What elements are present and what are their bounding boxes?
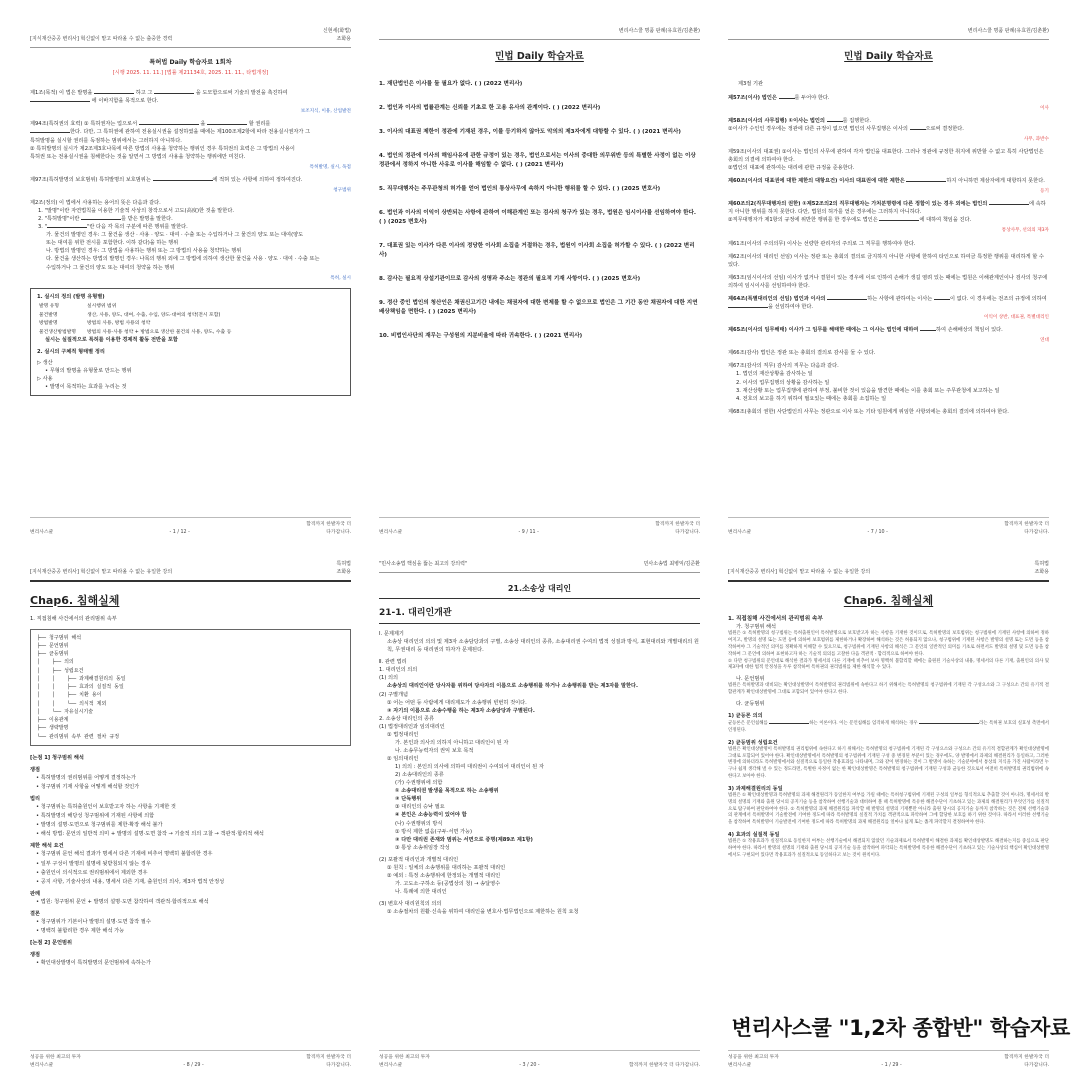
page-header: [지식재산중공 변리사] 혁신없이 맡고 따라올 수 없는 유일한 강의 특허법 조화용 [728, 561, 1049, 582]
page-footer: 성공을 위한 최고의 투자 변리사스쿨 - 1 / 29 - 합격까지 한발자국 더 다가갑니다. [728, 1050, 1049, 1069]
fill-blank[interactable] [139, 121, 199, 125]
page-title: 특허법 Daily 학습자료 1회차 [149, 58, 232, 66]
answer-hint: 이익이 상반, 대표권, 특별대리인 [984, 315, 1049, 321]
header-right: 신현세(화법) 조화용 [322, 28, 351, 42]
answer-hint: 통상사무, 선의의 제3자 [1001, 228, 1049, 234]
body-paragraph: 법원은 특허발명과 대비되는 확인대상발명이 특허발명의 권리범위에 속한다고 하기 위해서는 특허발명의 청구범위에 기재된 각 구성요소와 그 구성요소 간의 유기적 결합관계가 확인대상발명에 그대로 포함되어 있어야 한다고 한다. [728, 683, 1049, 696]
quiz-question: 8. 감사는 필요적 상설기관이므로 감사의 성명과 주소는 정관의 필요적 기재 사항이다. ( ) (2025 변호사) [379, 275, 641, 282]
summary-box: 1. 실시의 정의 (발명 유형별) 발명 유형 실시행위 범위 물건발명 생산, 사용, 양도, 대여, 수출, 수입, 양도·대여의 청약(전시 포함) 방법발명 방법의 사용, 방법 사용의 청약 물건생산방법발명 방법의 사용·사용 청약 + 방법으로 생산한 물건의 사용, 양도, 수출 등 실시는 실질적으로 특허를 이용한 경제적 활동 전반을 포함 2. 실시의 구체적 형태별 정리 ▷ 생산 • 무형의 발명을 유형물로 만드는 행위 ▷ 사용 • 발명이 목적하는 효과를 누리는 것 [30, 288, 351, 396]
article-94: 제94조(특허권의 효력) ① 특허권자는 업으로서 을 할 권리를 한다. 다만, 그 특허권에 관하여 전용실시권을 설정하였을 때에는 제100조제2항에 따라 전용실시권자가 그 특허발명을 실시할 권리를 독점하는 범위에서는 그러하지 아니하다. ② 특허발명의 실시가 제2조제3호나목에 따른 방법의 사용을 청약하는 행위인 경우 특허권의 효력은 그 방법의 사용이 특허권 또는 전용실시권을 침해한다는 것을 알면서 그 방법의 사용을 청약하는 행위에만 미친다. [30, 121, 311, 160]
page-header: "민사소송법 핵심을 뚫는 최고의 강의력" 민사소송법 최병익/김준환 [379, 561, 700, 573]
fill-blank[interactable] [769, 720, 809, 724]
page-footer: 성공을 위한 최고의 투자 변리사스쿨 - 3 / 20 - 합격까지 한발자국 더 다가갑니다. [379, 1050, 700, 1069]
quiz-question: 5. 직무대행자는 주무관청의 허가를 얻어 법인의 통상사무에 속하지 아니한 행위를 할 수 있다. ( ) (2025 변호사) [379, 186, 661, 193]
article-63: 제63조(임시이사의 선임) 이사가 없거나 결원이 있는 경우에 이로 인하여 손해가 생길 염려 있는 때에는 법원은 이해관계인이나 검사의 청구에 의하여 임시이사를 선임하여야 한다. [728, 274, 1048, 289]
page-header: 변리사스쿨 명품 판례(유효원/김춘환) [379, 28, 700, 40]
answer-hint: 사무, 과반수 [1023, 136, 1049, 142]
document-page-patent-infringement-outline: [지식재산중공 변리사] 혁신없이 맡고 따라올 수 없는 유일한 강의 특허법 조화용 Chap6. 침해실체 1. 직접침해 사건에서의 관리범위 속부 ├── 청구범위 해석 ├── 문언범위 ├── 균등범위 │ ├── 의의 │ ├── 성립요건 │ │ ├── 과제해결원리의 동일 │ │ ├── 효과의 실질적 동일 │ │ ├── 치환 용이 │ │ └── 의식적 제외 │ └── 자유실시기술 ├── 이용관계 ├── 생략발명 └── 관리범위 속부 관련 절차 규정 [논점 1] 청구범위 해석 쟁점 • 특허발명의 권리범위를 어떻게 결정하는가 • 청구범위 기재 사항을 어떻게 해석할 것인가 법리 • 청구범위는 특허출원인이 보호받고자 하는 사항을 기재한 것 • 특허발명의 해당성 청구범위에 기재된 사항에 의함 • 발명의 설명·도면으로 청구범위를 제한·확장 해석 불가 • 해석 방법: 문언의 일반적 의미 + 발명의 설명·도면 참작 → 기술적 의의 고찰 → 객관적·합리적 해석 제한 해석 요건 • 청구범위 문언 해석 결과가 명세서 다른 기재에 비추어 명백히 불합리한 경우 • 일부 구성이 발명의 설명에 뒷받침되지 않는 경우 • 출원인이 의식적으로 권리범위에서 제외한 경우 • 공지 사항, 기술사상의 내용, 명세서 다른 기재, 출원인의 의사, 제3자 법적 안정성 판례 • 법원: 청구범위 문언 + 발명의 설명·도면 참작하여 객관적·합리적으로 해석 결론 • 청구범위가 기본이나 발명의 설명·도면 참작 필수 • 명백히 불합리한 경우 제한 해석 가능 [논점 2] 문언범위 쟁점 • 확인대상발명이 특허발명의 문언범위에 속하는가 성공을 위한 최고의 투자 변리사스쿨 - 8 / 29 - 합격까지 한발자국 더 다가갑니다. [18, 555, 363, 1075]
answer-hint: 청구범위 [333, 187, 351, 193]
page-title: 민법 Daily 학습자료 [495, 50, 584, 62]
fill-blank[interactable] [827, 118, 843, 122]
issue-heading: [논점 2] 문언범위 [30, 940, 73, 947]
section-title: 21-1. 대리인개관 [379, 607, 700, 624]
fill-blank[interactable] [30, 98, 90, 102]
document-page-civil-articles [716, 22, 1061, 542]
page-title: 민법 Daily 학습자료 [844, 50, 933, 62]
document-page-patent-infringement-detail: [지식재산중공 변리사] 혁신없이 맡고 따라올 수 없는 유일한 강의 특허법 조화용 Chap6. 침해실체 1. 직접침해 사건에서의 관리범위 속부 가. 청구범위 해석 법원은 ① 특허발명의 청구범위는 특허출원인이 특허발명으로 보호받고자 하는 사항을 기재한 것이므로, 특허발명의 보호범위는 청구범위에 기재된 사항에 의하여 정하여지고, 발명의 설명 또는 도면 등에 의하여 보호범위를 제한하거나 확장하여 해석하는 것은 허용되지 않으나, 청구범위에 기재된 사항은 발명의 설명 또는 도면 등을 참작하여야 그 기술적인 의미를 정확하게 이해할 수 있으므로, 청구범위에 기재된 사항의 해석은 그 문언의 일반적인 의미를 기초로 하면서도 발명의 설명 및 도면 등을 참작하여 그 문언에 의하여 표현하고자 하는 기술적 의의를 고찰한 다음 객관적 · 합리적으로 하여야 한다. ② 다만 청구범위의 문언대로 해석한 결과가 명세서의 다른 기재에 비추어 보아 명백히 불합리할 때에는 출원된 기술사상의 내용, 명세서의 다른 기재, 출원인의 의사 및 제3자에 대한 법적 안정성을 두루 참작하여 특허권의 권리범위를 제한 해석할 수 있다. 나. 문언범위 법원은 특허발명과 대비되는 확인대상발명이 특허발명의 권리범위에 속한다고 하기 위해서는 특허발명의 청구범위에 기재된 각 구성요소와 그 구성요소 간의 유기적 결합관계가 확인대상발명에 그대로 포함되어 있어야 한다고 한다. 다. 균등범위 1) 균등론 의의 균등론은 문언침해를 하는 이론이다. 이는 문언침해를 엄격하게 해석하는 경우 라는 특허권 보호의 실효성 측면에서 인정된다. 2) 균등범위 성립요건 법원은 확인대상발명이 특허발명의 권리범위에 속한다고 하기 위해서는 특허발명의 청구범위에 기재된 각 구성요소와 구성요소 간의 유기적 결합관계가 확인대상발명에 그대로 포함되어 있어야 한다. 확인대상발명에서 특허발명의 청구범위에 기재된 구성 중 변경된 부분이 있는 경우에도, 양 발명에서 과제의 해결원리가 동일하고, 그러한 변경에 의하더라도 특허발명에서와 실질적으로 동일한 작용효과를 나타내며, 그와 같이 변경하는 것이 그 발명이 속하는 기술분야에서 통상의 지식을 가진 사람이라면 누구나 쉽게 생각해 낼 수 있는 정도라면, 특별한 사정이 없는 한 확인대상발명은 특허발명의 청구범위에 기재된 구성과 균등한 것으로서 여전히 특허발명의 권리범위에 속한다고 보아야 한다. 3) 과제해결원리의 동일 법원은 ① 확인대상발명과 특허발명의 과제 해결원리가 동일한지 여부를 가릴 때에는 특허청구범위에 기재된 구성의 일부를 형식적으로 추출할 것이 아니라, 명세서의 발명의 설명의 기재와 출원 당시의 공지기술 등을 참작하여 선행기술과 대비하여 볼 때 특허발명에 특유한 해결수단이 기초하고 있는 과제의 해결원리가 무엇인가를 실질적으로 탐구하여 판단하여야 한다. ② 특허발명의 과제 해결원리를 파악할 때 발명의 설명의 기재뿐만 아니라 출원 당시의 공지기술 등까지 참작하는 것은 전체 선행기술과의 관계에서 특허발명이 기술발전에 기여한 정도에 따라 특허발명의 실질적 가치를 객관적으로 파악하여 그에 합당한 보호를 하기 위한 것이다. 따라서 이러한 선행기술을 참작하여 특허발명이 기술발전에 기여한 정도에 따라 특허발명의 과제 해결원리를 얼마나 넓게 또는 좁게 파악할지 결정하여야 한다. 4) 효과의 실질적 동일 법원은 ① 작용효과가 실질적으로 동일한지 여부는 선행기술에서 해결되지 않았던 기술과제로서 특허발명이 해결한 과제를 확인대상발명도 해결하는지를 중심으로 판단하여야 한다. 따라서 발명의 설명의 기재와 출원 당시의 공지기술 등을 참작하여 파악되는 특허발명에 특유한 해결수단이 기초하고 있는 기술사상의 핵심이 확인대상발명에서도 구현되어 있다면 작용효과가 실질적으로 동일하다고 보는 것이 원칙이다. 성공을 위한 최고의 투자 변리사스쿨 - 1 / 29 - 합격까지 한발자국 더 다가갑니다. [716, 555, 1061, 1075]
article-60-2: 제60조의2(직무대행자의 권한) ①제52조의2의 직무대행자는 가처분명령에 다른 정함이 있는 경우 외에는 법인의 에 속하지 아니한 행위를 하지 못한다. 다만, 법원의 허가를 얻은 경우에는 그러하지 아니하다. ②직무대행자가 제1항의 규정에 위반한 행위를 한 경우에도 법인은 에 대하여 책임을 진다. [728, 201, 1046, 224]
fill-blank[interactable] [879, 217, 919, 221]
fill-blank[interactable] [81, 216, 121, 220]
article-61: 제61조(이사의 주의의무) 이사는 선량한 관리자의 주의로 그 직무를 행하여야 한다. [728, 240, 916, 247]
article-67: 제67조(감사의 직무) 감사의 직무는 다음과 같다. 1. 법인의 재산상황을 감사하는 일 2. 이사의 업무집행의 상황을 감사하는 일 3. 재산상황 또는 업무집행에 관하여 부정, 불비한 것이 있음을 발견한 때에는 이를 총회 또는 주무관청에 보고하는 일 4. 전호의 보고를 하기 위하여 필요있는 때에는 총회를 소집하는 일 [728, 363, 1000, 402]
page-number: - 7 / 10 - [867, 529, 888, 535]
fill-blank[interactable] [920, 327, 936, 331]
article-62: 제62조(이사의 대리인 선임) 이사는 정관 또는 총회의 결의로 금지하지 아니한 사항에 한하여 타인으로 하여금 특정한 행위를 대리하게 할 수 있다. [728, 253, 1044, 268]
promo-banner: 변리사스쿨 "1,2차 종합반" 학습자료 [731, 1016, 1070, 1040]
page-number: - 9 / 11 - [518, 529, 539, 535]
fill-blank[interactable] [153, 177, 213, 181]
body-paragraph: ② 다만 청구범위의 문언대로 해석한 결과가 명세서의 다른 기재에 비추어 보아 명백히 불합리할 때에는 출원된 기술사상의 내용, 명세서의 다른 기재, 출원인의 의사 및 제3자에 대한 법적 안정성을 두루 참작하여 특허권의 권리범위를 제한 해석할 수 있다. [728, 658, 1049, 671]
page-footer: 변리사스쿨 - 7 / 10 - 합격까지 한발자국 더 다가갑니다. [728, 517, 1049, 536]
page-footer: 변리사스쿨 - 1 / 12 - 합격까지 한발자국 더 다가갑니다. [30, 517, 351, 536]
body-text: Ⅰ. 문제제기 소송상 대리인의 의의 및 제3자 소송담당과의 구별, 소송상 대리인의 종류, 소송대리권 수여의 법적 성질과 방식, 표현대리와 개별대리의 원칙, 무권대리 등 대리권의 하자가 문제된다. Ⅱ. 관련 법리 1. 대리인의 의의 (1) 의의 소송상의 대리인이란 당사자를 위하여 당사자의 이름으로 소송행위를 하거나 소송행위를 받는 제3자를 말한다. (2) 구별개념 ① 어는 어떤 등 사람에게 대리제도가 소송행위 빈번히 것이다. ② 자기의 이름으로 소송수행을 하는 제3자 소송담당과 구별된다. 2. 소송상 대리인의 종류 (1) 법정대리인과 임의대리인 ① 법정대리인 가. 본인과 의사의 의하지 아니하고 대리인이 된 자 나. 소송무능력자의 권익 보호 목적 ② 임의대리인 1) 의의 : 본인의 의사에 의하여 대리권이 수여되어 대리인이 된 자 2) 소송대리인의 종류 (가) 수권행위에 의함 ① 소송대리권 발생을 목적으로 하는 소송행위 ② 단독행위 ③ 대리인의 승낙 필요 ④ 본인은 소송능력이 있어야 함 (나) 수권행위의 방식 ① 방식 제한 없음(구두·서면 가능) ② 다만 대리권 존재와 범위는 서면으로 증명(제89조 제1항) ③ 통상 소송위임장 작성 (2) 포괄적 대리인과 개별적 대리인 ① 원칙 : 일체의 소송행위를 대리하는 포괄적 대리인 ② 예외 : 특정 소송행위에 한정되는 개별적 대리인 가. 고도소·구하소 등(공법상의 청) → 송달영수 나. 특례에 의한 대리인 (3) 변호사 대리원칙의 의의 ① 소송절차의 원활·신속을 위하여 대리인을 변호사·법무법인으로 제한하는 원칙 요청 [379, 631, 699, 916]
document-page-patent-daily [18, 22, 363, 542]
fill-blank[interactable] [827, 296, 867, 300]
page-number: - 3 / 20 - [519, 1062, 540, 1068]
page-number: - 8 / 29 - [183, 1062, 204, 1068]
fill-blank[interactable] [154, 90, 194, 94]
chapter-title: Chap6. 침해실체 [30, 593, 120, 607]
answer-hint: 연대 [1040, 338, 1049, 344]
article-2: 제2조(정의) 이 법에서 사용하는 용어의 뜻은 다음과 같다. 1. "발명"이란 자연법칙을 이용한 기술적 사상의 창작으로서 고도(高度)한 것을 말한다. 2. "특허발명"이란 를 받은 발명을 말한다. 3. " "란 다음 각 목의 구분에 따른 행위를 말한다. 가. 물건의 발명인 경우: 그 물건을 생산 · 사용 · 양도 · 대여 · 수출 또는 수입하거나 그 물건의 양도 또는 대여(양도 또는 대여를 위한 전시를 포함한다. 이하 같다)을 하는 행위 나. 방법의 발명인 경우: 그 방법을 사용하는 행위 또는 그 방법의 사용을 청약하는 행위 다. 물건을 생산하는 방법의 발명인 경우: 나목의 행위 외에 그 방법에 의하여 생산한 물건을 사용 · 양도 · 대여 · 수출 또는 수입하거나 그 물건의 양도 또는 대여의 청약을 하는 행위 [30, 200, 320, 271]
header-left: [지식재산중공 변리사] 혁신없이 맡고 따라올 수 없는 출중한 경력 [30, 35, 173, 42]
article-59: 제59조(이사의 대표권) ①이사는 법인의 사무에 관하여 각자 법인을 대표한다. 그러나 정관에 규정한 취지에 위반할 수 없고 특히 사단법인은 총회의 의결에 의하여야 한다. ②법인의 대표에 관하여는 대리에 관한 규정을 준용한다. [728, 148, 1044, 172]
quiz-question: 9. 정산 중인 법인의 청산인은 채권신고기간 내에는 채권자에 대한 변제를 할 수 없으므로 법인은 그 기간 동안 채권자에 대한 지연배상책임을 면한다. ( ) (2025 변리사) [379, 299, 698, 315]
document-page-civil-quiz [367, 22, 712, 542]
page-number: - 1 / 12 - [169, 529, 190, 535]
body-paragraph: 법원은 ① 확인대상발명과 특허발명의 과제 해결원리가 동일한지 여부를 가릴 때에는 특허청구범위에 기재된 구성의 일부를 형식적으로 추출할 것이 아니라, 명세서의 발명의 설명의 기재와 출원 당시의 공지기술 등을 참작하여 선행기술과 대비하여 볼 때 특허발명에 특유한 해결수단이 기초하고 있는 과제의 해결원리가 무엇인가를 실질적으로 탐구하여 판단하여야 한다. ② 특허발명의 과제 해결원리를 파악할 때 발명의 설명의 기재뿐만 아니라 출원 당시의 공지기술 등까지 참작하는 것은 전체 선행기술과의 관계에서 특허발명이 기술발전에 기여한 정도에 따라 특허발명의 실질적 가치를 객관적으로 파악하여 그에 합당한 보호를 하기 위한 것이다. 따라서 이러한 선행기술을 참작하여 특허발명이 기술발전에 기여한 정도에 따라 특허발명의 과제 해결원리를 얼마나 넓게 또는 좁게 파악할지 결정하여야 한다. [728, 793, 1049, 826]
answer-hint: 특허발명, 실시, 독점 [309, 164, 351, 170]
page-footer: 성공을 위한 최고의 투자 변리사스쿨 - 8 / 29 - 합격까지 한발자국 더 다가갑니다. [30, 1050, 351, 1069]
fill-blank[interactable] [779, 95, 795, 99]
page-number: - 1 / 29 - [881, 1062, 902, 1068]
summary-table: 발명 유형 실시행위 범위 물건발명 생산, 사용, 양도, 대여, 수출, 수입, 양도·대여의 청약(전시 포함) 방법발명 방법의 사용, 방법 사용의 청약 물건생산방법발명 방법의 사용·사용 청약 + 방법으로 생산한 물건의 사용, 양도, 수출 등 [39, 304, 232, 335]
fill-blank[interactable] [728, 304, 768, 308]
issue-heading: [논점 1] 청구범위 해석 [30, 754, 84, 761]
page-header [30, 28, 351, 48]
article-97: 제97조(특허발명의 보호범위) 특허발명의 보호범위는 에 적혀 있는 사항에 의하여 정하여진다. [30, 176, 303, 183]
section-heading: 1. 직접침해 사건에서의 관리범위 속부 [728, 615, 823, 622]
page-header: 변리사스쿨 명품 판례(유효원/김춘환) [728, 28, 1049, 40]
article-58: 제58조(이사의 사무집행) ①이사는 법인의 를 집행한다. ②이사가 수인인 경우에는 정관에 다른 규정이 없으면 법인의 사무집행은 이사의 으로써 결정한다. [728, 117, 964, 132]
answer-hint: 보조지식, 이용, 산업발전 [300, 109, 351, 115]
quiz-question: 4. 법인의 정관에 이사의 해임사유에 관한 규정이 있는 경우, 법인으로서는 이사의 중대한 의무위반 등의 특별한 사정이 없는 이상 정관에서 정하지 아니한 사유로 이사를 해임할 수 없다. ( ) (2021 변리사) [379, 153, 696, 169]
section-heading: 제3절 기관 [738, 81, 763, 88]
page-header: [지식재산중공 변리사] 혁신없이 맡고 따라올 수 없는 유일한 강의 특허법 조화용 [30, 561, 351, 582]
quiz-question: 3. 이사의 대표권 제한이 정관에 기재된 경우, 이를 등기하지 않아도 악의의 제3자에게 대항할 수 있다. ( ) (2021 변리사) [379, 129, 681, 136]
page-footer: 변리사스쿨 - 9 / 11 - 합격까지 한발자국 더 다가갑니다. [379, 517, 700, 536]
quiz-question: 7. 대표권 있는 이사가 다른 이사의 정당한 이사회 소집을 거절하는 경우, 법원이 이사회 소집을 허가할 수 있다. ( ) (2022 변리사) [379, 242, 695, 258]
quiz-question: 10. 비법인사단의 재무는 구성원의 지분비율에 따라 귀속한다. ( ) (2021 변리사) [379, 332, 583, 339]
article-57: 제57조(이사) 법인은 를 두어야 한다. [728, 94, 830, 101]
fill-blank[interactable] [47, 224, 87, 228]
page-subtitle: [시행 2025. 11. 11.] [법률 제21134호, 2025. 11. 11., 타법개정] [112, 70, 269, 77]
article-64: 제64조(특별대리인의 선임) 법인과 이사의 하는 사항에 관하여는 이사는 이 없다. 이 경우에는 전조의 규정에 의하여 을 선임하여야 한다. [728, 295, 1047, 310]
outline-tree: ├── 청구범위 해석 ├── 문언범위 ├── 균등범위 │ ├── 의의 │ ├── 성립요건 │ │ ├── 과제해결원리의 동일 │ │ ├── 효과의 실질적 동일 │ │ ├── 치환 용이 │ │ └── 의식적 제외 │ └── 자유실시기술 ├── 이용관계 ├── 생략발명 └── 관리범위 속부 관련 절차 규정 [30, 629, 351, 746]
fill-blank[interactable] [910, 126, 926, 130]
fill-blank[interactable] [207, 121, 247, 125]
body-paragraph: 법원은 ① 작용효과가 실질적으로 동일한지 여부는 선행기술에서 해결되지 않았던 기술과제로서 특허발명이 해결한 과제를 확인대상발명도 해결하는지를 중심으로 판단하여야 한다. 따라서 발명의 설명의 기재와 출원 당시의 공지기술 등을 참작하여 파악되는 특허발명에 특유한 해결수단이 기초하고 있는 기술사상의 핵심이 확인대상발명에서도 구현되어 있다면 작용효과가 실질적으로 동일하다고 보는 것이 원칙이다. [728, 839, 1049, 858]
quiz-question: 2. 법인과 이사의 법률관계는 신뢰를 기초로 한 고용 유사의 관계이다. ( ) (2022 변리사) [379, 105, 601, 112]
article-68: 제68조(총회의 권한) 사단법인의 사무는 정관으로 이사 또는 기타 임원에게 위임한 사항외에는 총회의 결의에 의하여야 한다. [728, 408, 1009, 415]
quiz-question: 6. 법인과 이사의 이익이 상반되는 사항에 관하여 이해관계인 또는 검사의 청구가 있는 경우, 법원은 임시이사를 선임하여야 한다. ( ) (2025 변호사) [379, 210, 697, 226]
fill-blank[interactable] [989, 201, 1029, 205]
answer-hint: 등기 [1040, 189, 1049, 195]
article-60: 제60조(이사의 대표권에 대한 제한의 대항요건) 이사의 대표권에 대한 제한은 하지 아니하면 제삼자에게 대항하지 못한다. [728, 178, 1045, 185]
document-page-civil-procedure [367, 555, 712, 1075]
fill-blank[interactable] [919, 720, 979, 724]
answer-hint: 이사 [1040, 105, 1049, 111]
fill-blank[interactable] [934, 296, 950, 300]
body-paragraph: 법원은 ① 특허발명의 청구범위는 특허출원인이 특허발명으로 보호받고자 하는 사항을 기재한 것이므로, 특허발명의 보호범위는 청구범위에 기재된 사항에 의하여 정하여지고, 발명의 설명 또는 도면 등에 의하여 보호범위를 제한하거나 확장하여 해석하는 것은 허용되지 않으나, 청구범위에 기재된 사항은 발명의 설명 또는 도면 등을 참작하여야 그 기술적인 의미를 정확하게 이해할 수 있으므로, 청구범위에 기재된 사항의 해석은 그 문언의 일반적인 의미를 기초로 하면서도 발명의 설명 및 도면 등을 참작하여 그 문언에 의하여 표현하고자 하는 기술적 의의를 고찰한 다음 객관적 · 합리적으로 하여야 한다. [728, 631, 1049, 657]
answer-hint: 특허, 실시 [330, 275, 351, 281]
chapter-title: Chap6. 침해실체 [843, 593, 934, 607]
body-paragraph: 균등론은 문언침해를 하는 이론이다. 이는 문언침해를 엄격하게 해석하는 경우 라는 특허권 보호의 실효성 측면에서 인정된다. [728, 721, 1049, 733]
section-intro: 1. 직접침해 사건에서의 관리범위 속부 [30, 615, 117, 622]
body-paragraph: 법원은 확인대상발명이 특허발명의 권리범위에 속한다고 하기 위해서는 특허발명의 청구범위에 기재된 각 구성요소와 구성요소 간의 유기적 결합관계가 확인대상발명에 그대로 포함되어 있어야 한다. 확인대상발명에서 특허발명의 청구범위에 기재된 구성 중 변경된 부분이 있는 경우에도, 양 발명에서 과제의 해결원리가 동일하고, 그러한 변경에 의하더라도 특허발명에서와 실질적으로 동일한 작용효과를 나타내며, 그와 같이 변경하는 것이 그 발명이 속하는 기술분야에서 통상의 지식을 가진 사람이라면 누구나 쉽게 생각해 낼 수 있는 정도라면, 특별한 사정이 없는 한 확인대상발명은 특허발명의 청구범위에 기재된 구성과 균등한 것으로서 여전히 특허발명의 권리범위에 속한다고 보아야 한다. [728, 746, 1049, 780]
article-65: 제65조(이사의 임무해태) 이사가 그 임무를 해태한 때에는 그 이사는 법인에 대하여 하여 손해배상의 책임이 있다. [728, 327, 1003, 334]
fill-blank[interactable] [30, 129, 70, 133]
fill-blank[interactable] [906, 178, 946, 182]
article-1: 제1조(목적) 이 법은 발명을 하고 그 을 도모함으로써 기술의 발전을 촉진하여 에 이바지함을 목적으로 한다. [30, 90, 288, 105]
page-title: 21.소송상 대리인 [379, 583, 700, 599]
fill-blank[interactable] [94, 90, 134, 94]
quiz-question: 1. 재단법인은 이사를 둘 필요가 없다. ( ) (2022 변리사) [379, 81, 523, 88]
article-66: 제66조(감사) 법인은 정관 또는 총회의 결의로 감사를 둘 수 있다. [728, 350, 876, 357]
